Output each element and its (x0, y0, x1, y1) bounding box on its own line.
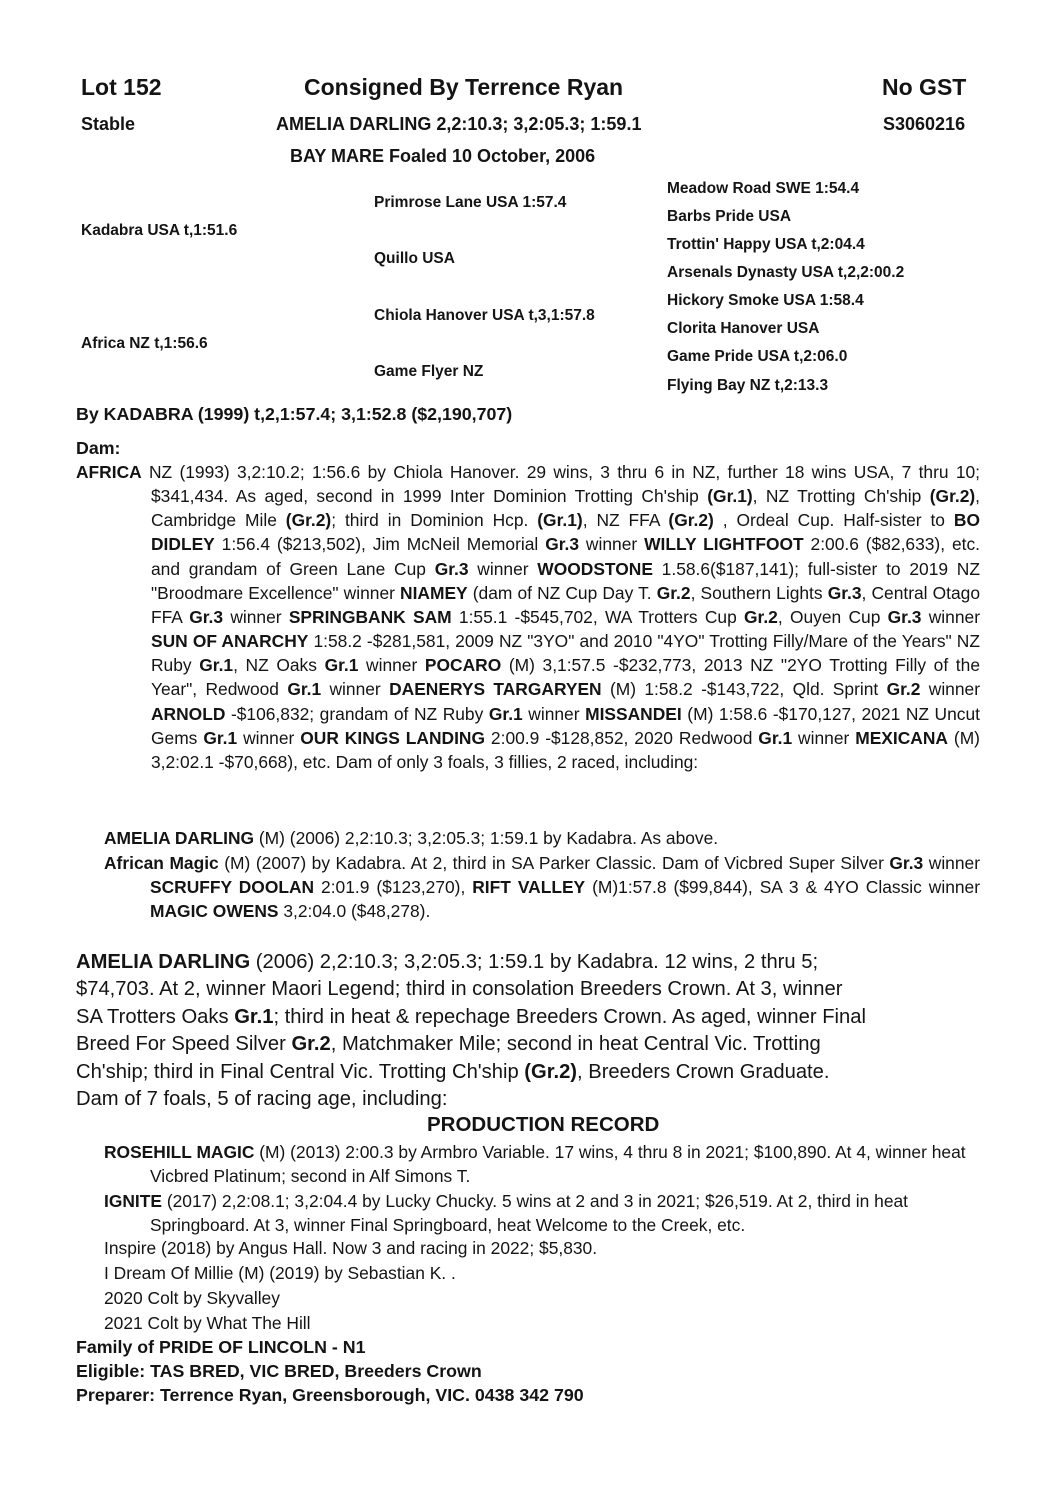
paragraph-line (76, 976, 976, 1003)
dam-paragraph (76, 460, 980, 774)
bold-run: Gr.1 (324, 655, 359, 676)
lot-number: Lot 152 (81, 74, 162, 100)
family-line: Family of PRIDE OF LINCOLN - N1 (76, 1337, 366, 1357)
production-entry: 2021 Colt by What The Hill (104, 1313, 311, 1333)
text-run: , Central Otago FFA (151, 582, 980, 627)
bold-run: Gr.1 (287, 679, 322, 700)
production-entry: 2020 Colt by Skyvalley (104, 1288, 280, 1308)
bold-run: (Gr.2) (285, 510, 332, 531)
bold-run: Gr.1 (199, 655, 234, 676)
horse-title: AMELIA DARLING 2,2:10.3; 3,2:05.3; 1:59.1 (276, 114, 642, 134)
pedigree-gen3: Hickory Smoke USA 1:58.4 (667, 292, 864, 309)
bold-run: ROSEHILL MAGIC (104, 1142, 255, 1162)
text-run: winner (358, 655, 425, 676)
text-run: -$106,832; grandam of NZ Ruby (225, 703, 489, 724)
bold-run: Gr.3 (545, 534, 580, 555)
text-run: 3,2:04.0 ($48,278). (278, 901, 431, 922)
text-run: winner (579, 534, 645, 555)
preparer-line: Preparer: Terrence Ryan, Greensborough, VIC. 0438 342 790 (76, 1385, 584, 1405)
pedigree-dam: Africa NZ t,1:56.6 (81, 335, 208, 352)
bold-run: RIFT VALLEY (472, 877, 586, 898)
pedigree-sire: Kadabra USA t,1:51.6 (81, 222, 238, 239)
stable-label: Stable (81, 114, 136, 134)
bold-run: (Gr.1) (537, 510, 583, 531)
pedigree-gen3: Clorita Hanover USA (667, 320, 820, 337)
bold-run: SCRUFFY DOOLAN (150, 877, 315, 898)
bold-run: Gr.1 (758, 727, 793, 748)
bold-run: MEXICANA (855, 727, 948, 748)
pedigree-gen2: Primrose Lane USA 1:57.4 (374, 194, 567, 211)
production-entry (104, 1189, 980, 1238)
eligible-line: Eligible: TAS BRED, VIC BRED, Breeders Crown (76, 1361, 482, 1381)
bold-run: African Magic (104, 853, 219, 873)
bold-run: (Gr.1) (707, 486, 753, 507)
text-run: , Matchmaker Mile; second in heat Central Vic. Trotting (330, 1033, 821, 1056)
bold-run: OUR KINGS LANDING (300, 727, 486, 748)
text-run: winner (223, 606, 289, 627)
bold-run: BO DIDLEY (151, 510, 981, 555)
text-run: , Ordeal Cup. Half-sister to (713, 510, 954, 531)
text-run: (M)1:57.8 ($99,844), SA 3 & 4YO Classic winner (585, 877, 981, 898)
text-run: 1:58.2 -$281,581, 2009 NZ "3YO" and 2010 "4YO" Trotting Filly/Mare of the Years" NZ Ruby (151, 631, 980, 676)
bold-run: Gr.1 (234, 1005, 274, 1028)
foal-amelia-darling (104, 826, 980, 850)
production-entry: I Dream Of Millie (M) (2019) by Sebastian K. . (104, 1263, 456, 1283)
bold-run: Gr.2 (291, 1033, 331, 1056)
foaled-line: BAY MARE Foaled 10 October, 2006 (290, 146, 596, 166)
bold-run: ARNOLD (151, 703, 226, 724)
text-run: winner (921, 606, 980, 627)
bold-run: Gr.3 (827, 582, 862, 603)
bold-run: SPRINGBANK SAM (288, 606, 452, 627)
lot-code: S3060216 (883, 114, 966, 134)
text-run: 2:00.6 ($82,633), etc. and grandam of Green Lane Cup (151, 534, 980, 579)
gst-status: No GST (882, 74, 967, 100)
text-run: , NZ FFA (582, 510, 669, 531)
text-run: , Southern Lights (690, 582, 828, 603)
bold-run: (Gr.2) (524, 1060, 578, 1083)
pedigree-gen3: Meadow Road SWE 1:54.4 (667, 180, 860, 197)
bold-run: (Gr.2) (668, 510, 714, 531)
bold-run: Gr.3 (434, 558, 469, 579)
main-horse-paragraph (76, 949, 976, 1113)
text-run: (M) 1:58.2 -$143,722, Qld. Sprint (601, 679, 887, 700)
text-run: Dam of 7 foals, 5 of racing age, including: (76, 1088, 448, 1111)
bold-run: Gr.3 (889, 853, 924, 873)
bold-run: NIAMEY (400, 582, 468, 603)
text-run: (M) (2006) 2,2:10.3; 3,2:05.3; 1:59.1 by Kadabra. As above. (254, 828, 719, 848)
bold-run: MISSANDEI (585, 703, 682, 724)
text-run: $74,703. At 2, winner Maori Legend; third in consolation Breeders Crown. At 3, winner (76, 978, 843, 1001)
consignor: Consigned By Terrence Ryan (304, 74, 624, 100)
text-run: ; third in Dominion Hcp. (331, 510, 538, 531)
text-run: 2:00.9 -$128,852, 2020 Redwood (485, 727, 759, 748)
text-run: winner (237, 727, 301, 748)
text-run: , NZ Oaks (233, 655, 325, 676)
bold-run: Gr.3 (887, 606, 922, 627)
text-run: winner (468, 558, 538, 579)
bold-run: AMELIA DARLING (104, 828, 255, 848)
bold-run: AFRICA (76, 462, 142, 482)
text-run: SA Trotters Oaks (76, 1005, 235, 1028)
text-run: , Cambridge Mile (151, 486, 981, 531)
text-run: (M) (2007) by Kadabra. At 2, third in SA Parker Classic. Dam of Vicbred Super Silver (218, 853, 890, 873)
paragraph-line (76, 1004, 976, 1031)
pedigree-gen2: Chiola Hanover USA t,3,1:57.8 (374, 307, 595, 324)
production-entry: Inspire (2018) by Angus Hall. Now 3 and racing in 2022; $5,830. (104, 1238, 598, 1258)
paragraph-line (76, 1059, 976, 1086)
text-run: NZ (1993) 3,2:10.2; 1:56.6 by Chiola Hanover. 29 wins, 3 thru 6 in NZ, further 18 wins USA, 7 thru 10; $341,434. As aged, second in 1999 Inter Dominion Trotting Ch'ship (141, 462, 980, 507)
bold-run: SUN OF ANARCHY (151, 631, 309, 652)
bold-run: Gr.1 (488, 703, 523, 724)
bold-run: WOODSTONE (537, 558, 653, 579)
text-run: Breed For Speed Silver (76, 1033, 292, 1056)
text-run: , Ouyen Cup (777, 606, 888, 627)
pedigree-gen2: Game Flyer NZ (374, 363, 484, 380)
text-run: winner (522, 703, 586, 724)
paragraph-line (76, 949, 976, 976)
text-run: (2006) 2,2:10.3; 3,2:05.3; 1:59.1 by Kadabra. 12 wins, 2 thru 5; (250, 951, 819, 973)
foal-african-magic (104, 851, 980, 923)
pedigree-gen3: Game Pride USA t,2:06.0 (667, 348, 848, 365)
text-run: winner (923, 853, 980, 873)
bold-run: DAENERYS TARGARYEN (389, 679, 602, 700)
text-run: 1:55.1 -$545,702, WA Trotters Cup (451, 606, 745, 627)
paragraph-line (76, 1086, 976, 1113)
bold-run: MAGIC OWENS (150, 901, 279, 922)
production-entry (104, 1140, 980, 1189)
bold-run: Gr.2 (744, 606, 778, 627)
pedigree-gen3: Barbs Pride USA (667, 208, 792, 225)
text-run: (M) (2013) 2:00.3 by Armbro Variable. 17 wins, 4 thru 8 in 2021; $100,890. At 4, winner heat Vicbred Platinum; second in Alf Simons T. (150, 1142, 966, 1187)
production-record-heading: PRODUCTION RECORD (427, 1113, 660, 1136)
text-run: (M) 3,1:57.5 -$232,773, 2013 NZ "2YO Trotting Filly of the Year", Redwood (151, 655, 980, 700)
text-run: 1:56.4 ($213,502), Jim McNeil Memorial (214, 534, 546, 555)
pedigree-gen3: Flying Bay NZ t,2:13.3 (667, 377, 829, 394)
bold-run: WILLY LIGHTFOOT (644, 534, 804, 555)
bold-run: Gr.2 (656, 582, 691, 603)
bold-run: Gr.3 (189, 606, 224, 627)
text-run: , Breeders Crown Graduate. (577, 1060, 830, 1083)
text-run: winner (792, 727, 856, 748)
text-run: 1.58.6($187,141); full-sister to 2019 NZ "Broodmare Excellence" winner (151, 558, 980, 603)
pedigree-gen2: Quillo USA (374, 250, 455, 267)
text-run: winner (321, 679, 390, 700)
pedigree-gen3: Arsenals Dynasty USA t,2,2:00.2 (667, 264, 905, 281)
text-run: , NZ Trotting Ch'ship (752, 486, 930, 507)
text-run: (dam of NZ Cup Day T. (467, 582, 657, 603)
text-run: (2017) 2,2:08.1; 3,2:04.4 by Lucky Chucky. 5 wins at 2 and 3 in 2021; $26,519. At 2, third in heat Springboard. At 3, winner Final Springboard, heat Welcome to the Creek, etc. (150, 1191, 909, 1236)
text-run: 2:01.9 ($123,270), (314, 877, 473, 898)
dam-heading: Dam: (76, 438, 121, 458)
sire-line: By KADABRA (1999) t,2,1:57.4; 3,1:52.8 ($2,190,707) (76, 404, 513, 424)
bold-run: AMELIA DARLING (76, 951, 251, 973)
bold-run: (Gr.2) (929, 486, 976, 507)
bold-run: POCARO (424, 655, 502, 676)
text-run: Ch'ship; third in Final Central Vic. Trotting Ch'ship (76, 1060, 525, 1083)
text-run: winner (920, 679, 980, 700)
pedigree-gen3: Trottin' Happy USA t,2:04.4 (667, 236, 865, 253)
bold-run: Gr.1 (203, 727, 238, 748)
text-run: ; third in heat & repechage Breeders Crown. As aged, winner Final (273, 1005, 866, 1028)
paragraph-line (76, 1031, 976, 1058)
text-run: (M) 3,2:02.1 -$70,668), etc. Dam of only 3 foals, 3 fillies, 2 raced, including: (151, 727, 980, 772)
bold-run: IGNITE (104, 1191, 162, 1211)
bold-run: Gr.2 (886, 679, 921, 700)
text-run: (M) 1:58.6 -$170,127, 2021 NZ Uncut Gems (151, 703, 980, 748)
